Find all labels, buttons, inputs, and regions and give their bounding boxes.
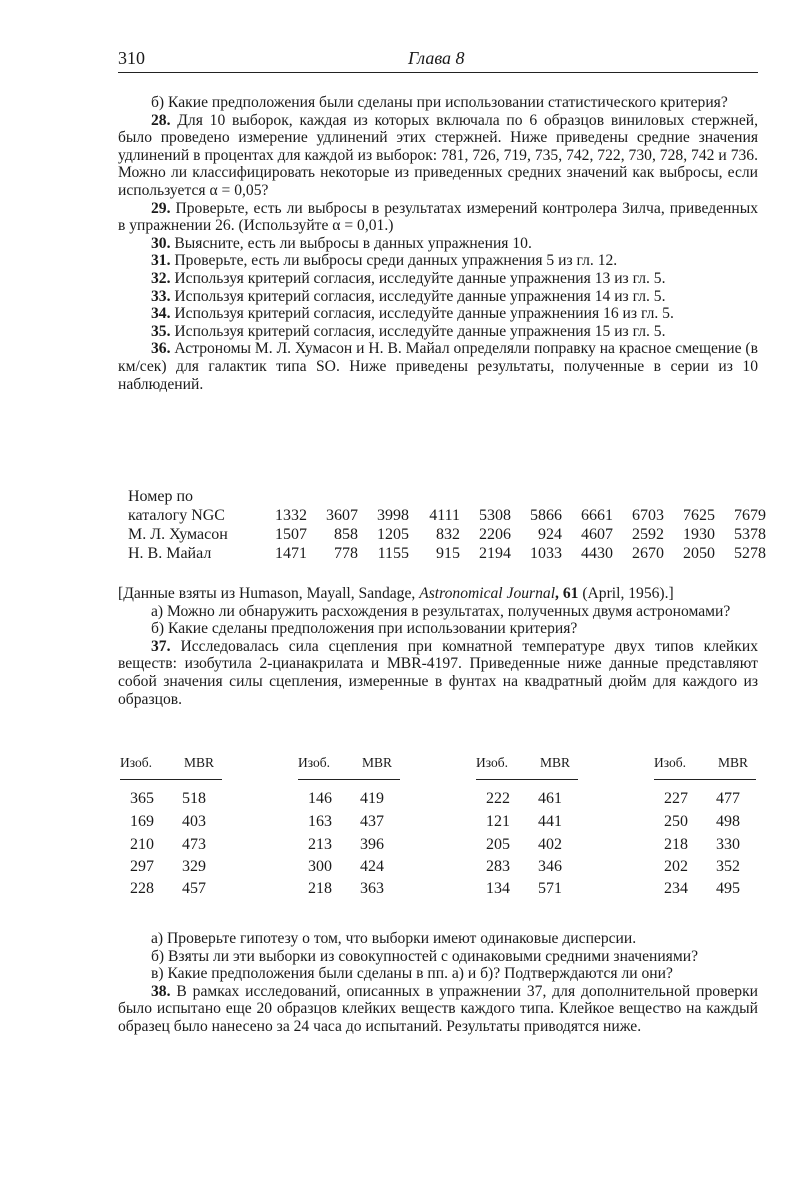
table-cell: 1033 [530, 545, 562, 562]
paragraph: б) Какие сделаны предположения при использовании критерия? [151, 620, 578, 638]
table-cell: 1507 [275, 526, 307, 543]
column-header: Изоб. [476, 755, 508, 770]
exercise-35: 35. Используя критерий согласия, исследуйте данные упражнения 15 из гл. 5. [151, 322, 666, 340]
column-header: MBR [718, 755, 749, 770]
table-cell: каталогу NGC [128, 507, 225, 524]
paragraph: в) Какие предположения были сделаны в пп. а) и б)? Подтверждаются ли они? [151, 965, 673, 983]
table-cell: 2592 [632, 526, 664, 543]
table-rule [654, 779, 756, 780]
document-page: 310 Глава 8 б) Какие предположения были сделаны при использовании статистического критерия? 28. Для 10 выборок, каждая из которых включала по 6 образцов виниловых стержней, было проведено измерение удлинений этих стержней. Ниже приведены средние значения удлинений в процентах для каждой из выборок: 781, 726, 719, 735, 742, 722, 730, 728, 742 и 736. Можно ли классифицировать некоторые из приведенных средних значений как выбросы, если используется α = 0,05? 29. Проверьте, есть ли выбросы в результатах измерений контролера Зилча, приведенных в упражнении 26. (Используйте α = 0,01.) 30. Выясните, есть ли выбросы в данных упражнения 10. 31. Проверьте, есть ли выбросы среди данных упражнения 5 из гл. 12. 32. Используя критерий согласия, исследуйте данные упражнения 13 из гл. 5. 33. Используя критерий согласия, исследуйте данные упражнения 14 из гл. 5. 34. Используя критерий согласия, исследуйте данные упражнениия 16 из гл. 5. 35. Используя критерий согласия, исследуйте данные упражнения 15 из гл. 5. 36. Астрономы М. Л. Хумасон и Н. В. Майал определяли поправку на красное смещение (в км/сек) для галактик типа SO. Ниже приведены результаты, полученные в серии из 10 наблюдений. Номер по каталогу NGC 1332 3607 3998 4111 5308 5866 6661 6703 7625 7679 М. Л. Хумасон 1507 858 1205 832 2206 924 4607 2592 1930 5378 Н. В. Майал 1471 778 1155 915 2194 1033 4430 2670 2050 5278 [Данные взяты из Humason, Mayall, Sandage, Astronomical Journal, 61 (April, 1956).] а) Можно ли обнаружить расхождения в результатах, полученных двумя астрономами? б) Какие сделаны предположения при использовании критерия? 37. Исследовалась сила сцепления при комнатной температуре двух типов клейких веществ: изобутила 2-цианакрилата и MBR-4197. Приведенные ниже данные представляют собой значения силы сцепления, измеренные в фунтах на квадратный дюйм для каждого из образцов. Изоб. MBR Изоб. MBR Изоб. MBR Изоб. MBR 365 518 169 403 210 473 297 329 228 457 146 419 163 437 213 396 300 424 218 363 222 461 121 441 205 402 283 346 134 571 227 477 250 498 218 330 202 352 234 495 а) Проверьте гипотезу о том, что выборки имеют одинаковые дисперсии. б) Взяты ли эти выборки из совокупностей с одинаковыми средними значениями? в) Какие предположения были сделаны в пп. а) и б)? Подтверждаются ли они? 38. В рамках исследований, описанных в упражнении 37, для дополнительной проверки было испытано еще 20 образцов клейких веществ каждого типа. Клейкое вещество на каждый образец было нанесено за 24 часа до испытаний. Результаты приводятся ниже. [118, 48, 766, 1035]
exercise-33: 33. Используя критерий согласия, исследуйте данные упражнения 14 из гл. 5. [151, 287, 666, 305]
table-row [128, 506, 766, 525]
table-cell: 5308 [479, 507, 511, 524]
table-cell: 6661 [581, 507, 613, 524]
exercise-30: 30. Выясните, есть ли выбросы в данных упражнения 10. [151, 234, 532, 252]
table-cell: 3607 [326, 507, 358, 524]
table-cell: 1155 [377, 545, 409, 562]
column-header: Изоб. [120, 755, 152, 770]
table-cell: 5866 [530, 507, 562, 524]
column-header: MBR [362, 755, 393, 770]
table-cell: 2206 [479, 526, 511, 543]
table-cell: 6703 [632, 507, 664, 524]
table-rule [120, 779, 222, 780]
table-cell: 7625 [683, 507, 715, 524]
ngc-table [128, 487, 766, 563]
exercise-29: 29. Проверьте, есть ли выбросы в результатах измерений контролера Зилча, приведенных в упражнении 26. (Используйте α = 0,01.) [118, 199, 758, 235]
exercise-37: 37. Исследовалась сила сцепления при комнатной температуре двух типов клейких веществ: изобутила 2-цианакрилата и MBR-4197. Приведенные ниже данные представляют собой значения силы сцепления, измеренные в фунтах на квадратный дюйм для каждого из образцов. [118, 637, 758, 708]
exercise-31: 31. Проверьте, есть ли выбросы среди данных упражнения 5 из гл. 12. [151, 252, 618, 270]
column-header: Изоб. [654, 755, 686, 770]
page-number: 310 [118, 48, 145, 68]
chapter-title: Глава 8 [408, 48, 465, 68]
column-header: MBR [540, 755, 571, 770]
text-block-top [118, 94, 758, 393]
text-block-middle [118, 585, 758, 708]
exercise-34: 34. Используя критерий согласия, исследуйте данные упражнениия 16 из гл. 5. [151, 305, 674, 323]
table-cell: 3998 [377, 507, 409, 524]
paragraph: а) Можно ли обнаружить расхождения в результатах, полученных двумя астрономами? [151, 602, 731, 620]
table-cell: 7679 [734, 507, 766, 524]
table-cell: 1471 [275, 545, 307, 562]
page-header [118, 48, 758, 73]
table-cell: 778 [334, 545, 358, 562]
table-row [128, 487, 766, 506]
table-cell: 4607 [581, 526, 613, 543]
exercise-32: 32. Используя критерий согласия, исследуйте данные упражнения 13 из гл. 5. [151, 269, 666, 287]
paragraph: б) Взяты ли эти выборки из совокупностей с одинаковыми средними значениями? [151, 947, 698, 965]
source-citation: [Данные взяты из Humason, Mayall, Sandage, Astronomical Journal, 61 (April, 1956).] [118, 585, 674, 602]
adhesive-group-2 [298, 755, 400, 777]
table-cell: 2050 [683, 545, 715, 562]
table-cell: 1205 [377, 526, 409, 543]
table-cell: 5278 [734, 545, 766, 562]
table-cell: 924 [538, 526, 562, 543]
paragraph: б) Какие предположения были сделаны при использовании статистического критерия? [151, 94, 728, 111]
table-row [128, 525, 766, 544]
column-header: MBR [184, 755, 215, 770]
table-cell: 915 [436, 545, 460, 562]
exercise-28: 28. Для 10 выборок, каждая из которых включала по 6 образцов виниловых стержней, было проведено измерение удлинений этих стержней. Ниже приведены средние значения удлинений в процентах для каждой из выборок: 781, 726, 719, 735, 742, 722, 730, 728, 742 и 736. Можно ли классифицировать некоторые из приведенных средних значений как выбросы, если используется α = 0,05? [118, 111, 758, 199]
table-rule [298, 779, 400, 780]
table-cell: 2194 [479, 545, 511, 562]
table-cell: 1930 [683, 526, 715, 543]
table-cell: 2670 [632, 545, 664, 562]
table-cell: 1332 [275, 507, 307, 524]
adhesive-group-3 [476, 755, 578, 777]
table-cell: Н. В. Майал [128, 545, 212, 562]
exercise-38: 38. В рамках исследований, описанных в упражнении 37, для дополнительной проверки было испытано еще 20 образцов клейких веществ каждого типа. Клейкое вещество на каждый образец было нанесено за 24 часа до испытаний. Результаты приводятся ниже. [118, 982, 758, 1035]
adhesive-group-4 [654, 755, 756, 777]
exercise-36: 36. Астрономы М. Л. Хумасон и Н. В. Майал определяли поправку на красное смещение (в км/сек) для галактик типа SO. Ниже приведены результаты, полученные в серии из 10 наблюдений. [118, 340, 758, 393]
table-cell: 4430 [581, 545, 613, 562]
table-cell: 858 [334, 526, 358, 543]
table-cell: 832 [436, 526, 460, 543]
table-rule [476, 779, 578, 780]
paragraph: а) Проверьте гипотезу о том, что выборки имеют одинаковые дисперсии. [151, 930, 637, 947]
table-row [128, 544, 766, 563]
column-header: Изоб. [298, 755, 330, 770]
table-cell: 5378 [734, 526, 766, 543]
table-cell: Номер по [128, 488, 194, 505]
text-block-bottom [118, 930, 758, 1036]
adhesive-group-1 [120, 755, 222, 777]
table-cell: М. Л. Хумасон [128, 526, 228, 543]
table-cell: 4111 [429, 507, 460, 524]
